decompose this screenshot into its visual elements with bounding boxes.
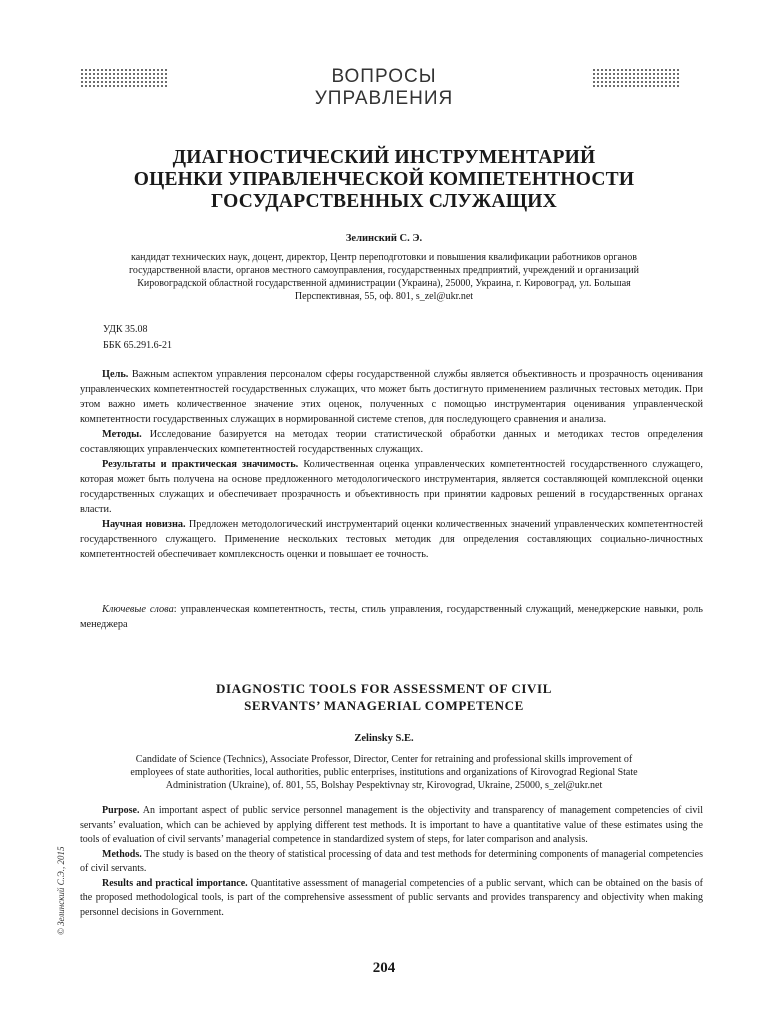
ru-affil-line1: кандидат технических наук, доцент, директор, Центр переподготовки и повышения квалификации работников органов	[130, 252, 637, 263]
bbk: ББК 65.291.6-21	[103, 340, 172, 351]
en-affiliation	[60, 753, 708, 792]
en-results-text: Quantitative assessment of managerial competencies of a public servant, which can be obtained on the basis of the proposed methodological tools, is part of the comprehensive assessment of public servants and provides transparency and objectivity when making personnel decisions in Government.	[80, 877, 703, 918]
en-results-label: Results and practical importance.	[102, 877, 248, 889]
copyright-vertical: © Зелинский С.Э., 2015	[56, 846, 66, 935]
en-methods-text: The study is based on the theory of statistical processing of data and test methods for determining components of managerial competencies of civil servants.	[80, 848, 703, 874]
ru-keywords	[80, 602, 703, 632]
ru-methods-paragraph	[80, 427, 703, 457]
ru-novelty-paragraph	[80, 517, 703, 562]
ru-keywords-text: : управленческая компетентность, тесты, стиль управления, государственный служащий, менеджерские навыки, роль менеджера	[80, 604, 704, 630]
ru-goal-label: Цель.	[102, 369, 129, 380]
ru-title-line1: ДИАГНОСТИЧЕСКИЙ ИНСТРУМЕНТАРИЙ	[172, 147, 596, 168]
en-author: Zelinsky S.E.	[354, 733, 414, 744]
ru-novelty-text: Предложен методологический инструментарий оценки количественных значений управленческих компетентностей государственного служащего. Применение нескольких тестовых методик для определения составляющих социально-личностных компетентностей обеспечивает комплексность оценки и повышает ее точность.	[80, 519, 703, 560]
ru-abstract	[80, 367, 703, 562]
page-number: 204	[372, 960, 396, 976]
ru-title-line2: ОЦЕНКИ УПРАВЛЕНЧЕСКОЙ КОМПЕТЕНТНОСТИ	[133, 169, 635, 190]
ru-title-line3: ГОСУДАРСТВЕННЫХ СЛУЖАЩИХ	[211, 191, 557, 212]
en-title-line1: DIAGNOSTIC TOOLS FOR ASSESSMENT OF CIVIL	[216, 681, 552, 696]
ru-methods-text: Исследование базируется на методах теории статистической обработки данных и методиках тестов определения составляющих управленческих компетентностей государственных служащих.	[80, 429, 703, 455]
ru-novelty-label: Научная новизна.	[102, 519, 186, 530]
en-affil-line3: Administration (Ukraine), of. 801, 55, Bolshay Pespektivnay str, Kirovograd, Ukraine, 25000, s_zel@ukr.net	[165, 780, 603, 791]
section-title-line2: УПРАВЛЕНИЯ	[314, 88, 454, 109]
en-methods-paragraph	[80, 848, 703, 877]
ru-affil-line3: Кировоградской областной государственной администрации (Украина), 25000, Украина, г. Кировоград, ул. Большая	[137, 278, 631, 289]
ru-author: Зелинский С. Э.	[345, 233, 423, 244]
ru-goal-paragraph	[80, 367, 703, 427]
en-purpose-text: An important aspect of public service personnel management is the objectivity and transparency of management competencies of civil servants’ evaluation, which can be achieved by applying different test methods. It is important to have a quantitative value of these estimates using the tools of evaluation of civil servants’ managerial competence in standardized system of steps, for later comparison and analysis.	[80, 805, 703, 845]
ru-results-label: Результаты и практическая значимость.	[102, 459, 299, 470]
en-abstract	[80, 804, 703, 920]
ru-affil-line4: Перспективная, 55, оф. 801, s_zel@ukr.net	[294, 291, 474, 302]
ru-results-text: Количественная оценка управленческих компетентностей государственного служащего, которая может быть получена на основе предложенного методологического инструментария, является составляющей комплексной оценки государственных служащих и обеспечивает прозрачность и объективность при принятии кадровых решений в государственных органах власти.	[80, 459, 704, 515]
ru-results-paragraph	[80, 457, 703, 517]
en-methods-label: Methods.	[102, 848, 142, 860]
ru-methods-label: Методы.	[102, 429, 142, 440]
ru-goal-text: Важным аспектом управления персоналом сферы государственной службы является объективность и прозрачность оценивания управленческих компетентностей государственных служащих, что может быть достигнуто применением различных тестовых методик. При этом важно иметь количественное значение этих оценок, полученных с помощью инструментария оценивания управленческой компетентности государственных служащих в нормированной системе степов, для последующего сравнения и анализа.	[80, 369, 704, 425]
ru-affil-line2: государственной власти, органов местного самоуправления, государственных предприятий, учреждений и организаций	[129, 265, 639, 276]
en-affil-line2: employees of state authorities, local authorities, public enterprises, institutions and organizations of Kirovograd Regional State	[130, 767, 638, 778]
ru-keywords-label: Ключевые слова	[102, 604, 174, 615]
en-title-line2: SERVANTS’ MANAGERIAL COMPETENCE	[244, 698, 524, 713]
en-results-paragraph	[80, 877, 703, 921]
en-purpose-label: Purpose.	[102, 805, 140, 816]
en-affil-line1: Candidate of Science (Technics), Associate Professor, Director, Center for retraining and professional skills improvement of	[135, 754, 633, 765]
en-purpose-paragraph	[80, 804, 703, 848]
udk: УДК 35.08	[103, 324, 148, 335]
section-title-line1: ВОПРОСЫ	[331, 66, 437, 87]
ru-affiliation	[60, 251, 708, 303]
